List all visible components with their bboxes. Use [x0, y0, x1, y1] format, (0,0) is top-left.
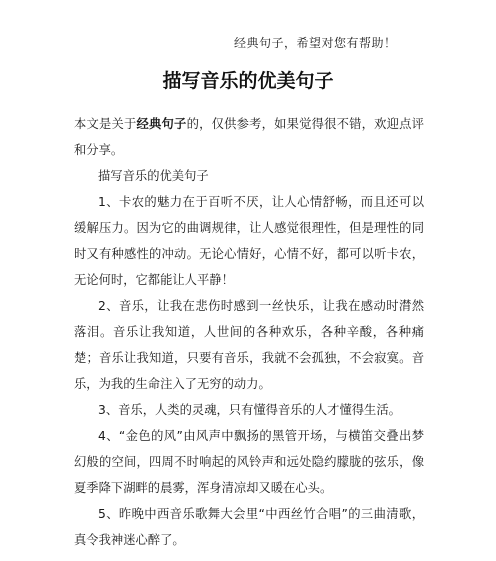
- intro-text-after: 的，仅供参考，如果觉得很不错，欢迎点评和分享。: [74, 117, 424, 157]
- list-item: 4、“金色的风”由风声中飘扬的黑管开场，与横笛交叠出梦幻般的空间，四周不时响起的风铃声和远处隐约朦胧的弦乐，像夏季降下湖畔的晨雾，浑身清凉却又暖在心头。: [74, 429, 424, 495]
- intro-highlight: 经典句子: [136, 117, 187, 131]
- list-item: 5、昨晚中西音乐歌舞大会里“中西丝竹合唱”的三曲清歌，真令我神迷心醉了。: [74, 507, 424, 547]
- page-title: 描写音乐的优美句子: [162, 70, 334, 92]
- list-item: 3、音乐，人类的灵魂，只有懂得音乐的人才懂得生活。: [98, 403, 401, 417]
- subtitle: 描写音乐的优美句子: [98, 169, 209, 183]
- document-body: [74, 111, 424, 553]
- list-item: 1、卡农的魅力在于百听不厌，让人心情舒畅，而且还可以缓解压力。因为它的曲调规律，让人感觉很理性，但是理性的同时又有种感性的冲动。无论心情好，心情不好，都可以听卡农，无论何时，它都能让人平静！: [74, 195, 424, 287]
- header-note: 经典句子，希望对您有帮助！: [234, 36, 397, 50]
- list-item: 2、音乐，让我在悲伤时感到一丝快乐，让我在感动时潸然落泪。音乐让我知道，人世间的各种欢乐，各种辛酸，各种痛楚；音乐让我知道，只要有音乐，我就不会孤独，不会寂寞。音乐，为我的生命注入了无穷的动力。: [74, 299, 424, 391]
- intro-text-before: 本文是关于: [74, 117, 137, 131]
- intro-paragraph: [74, 111, 424, 163]
